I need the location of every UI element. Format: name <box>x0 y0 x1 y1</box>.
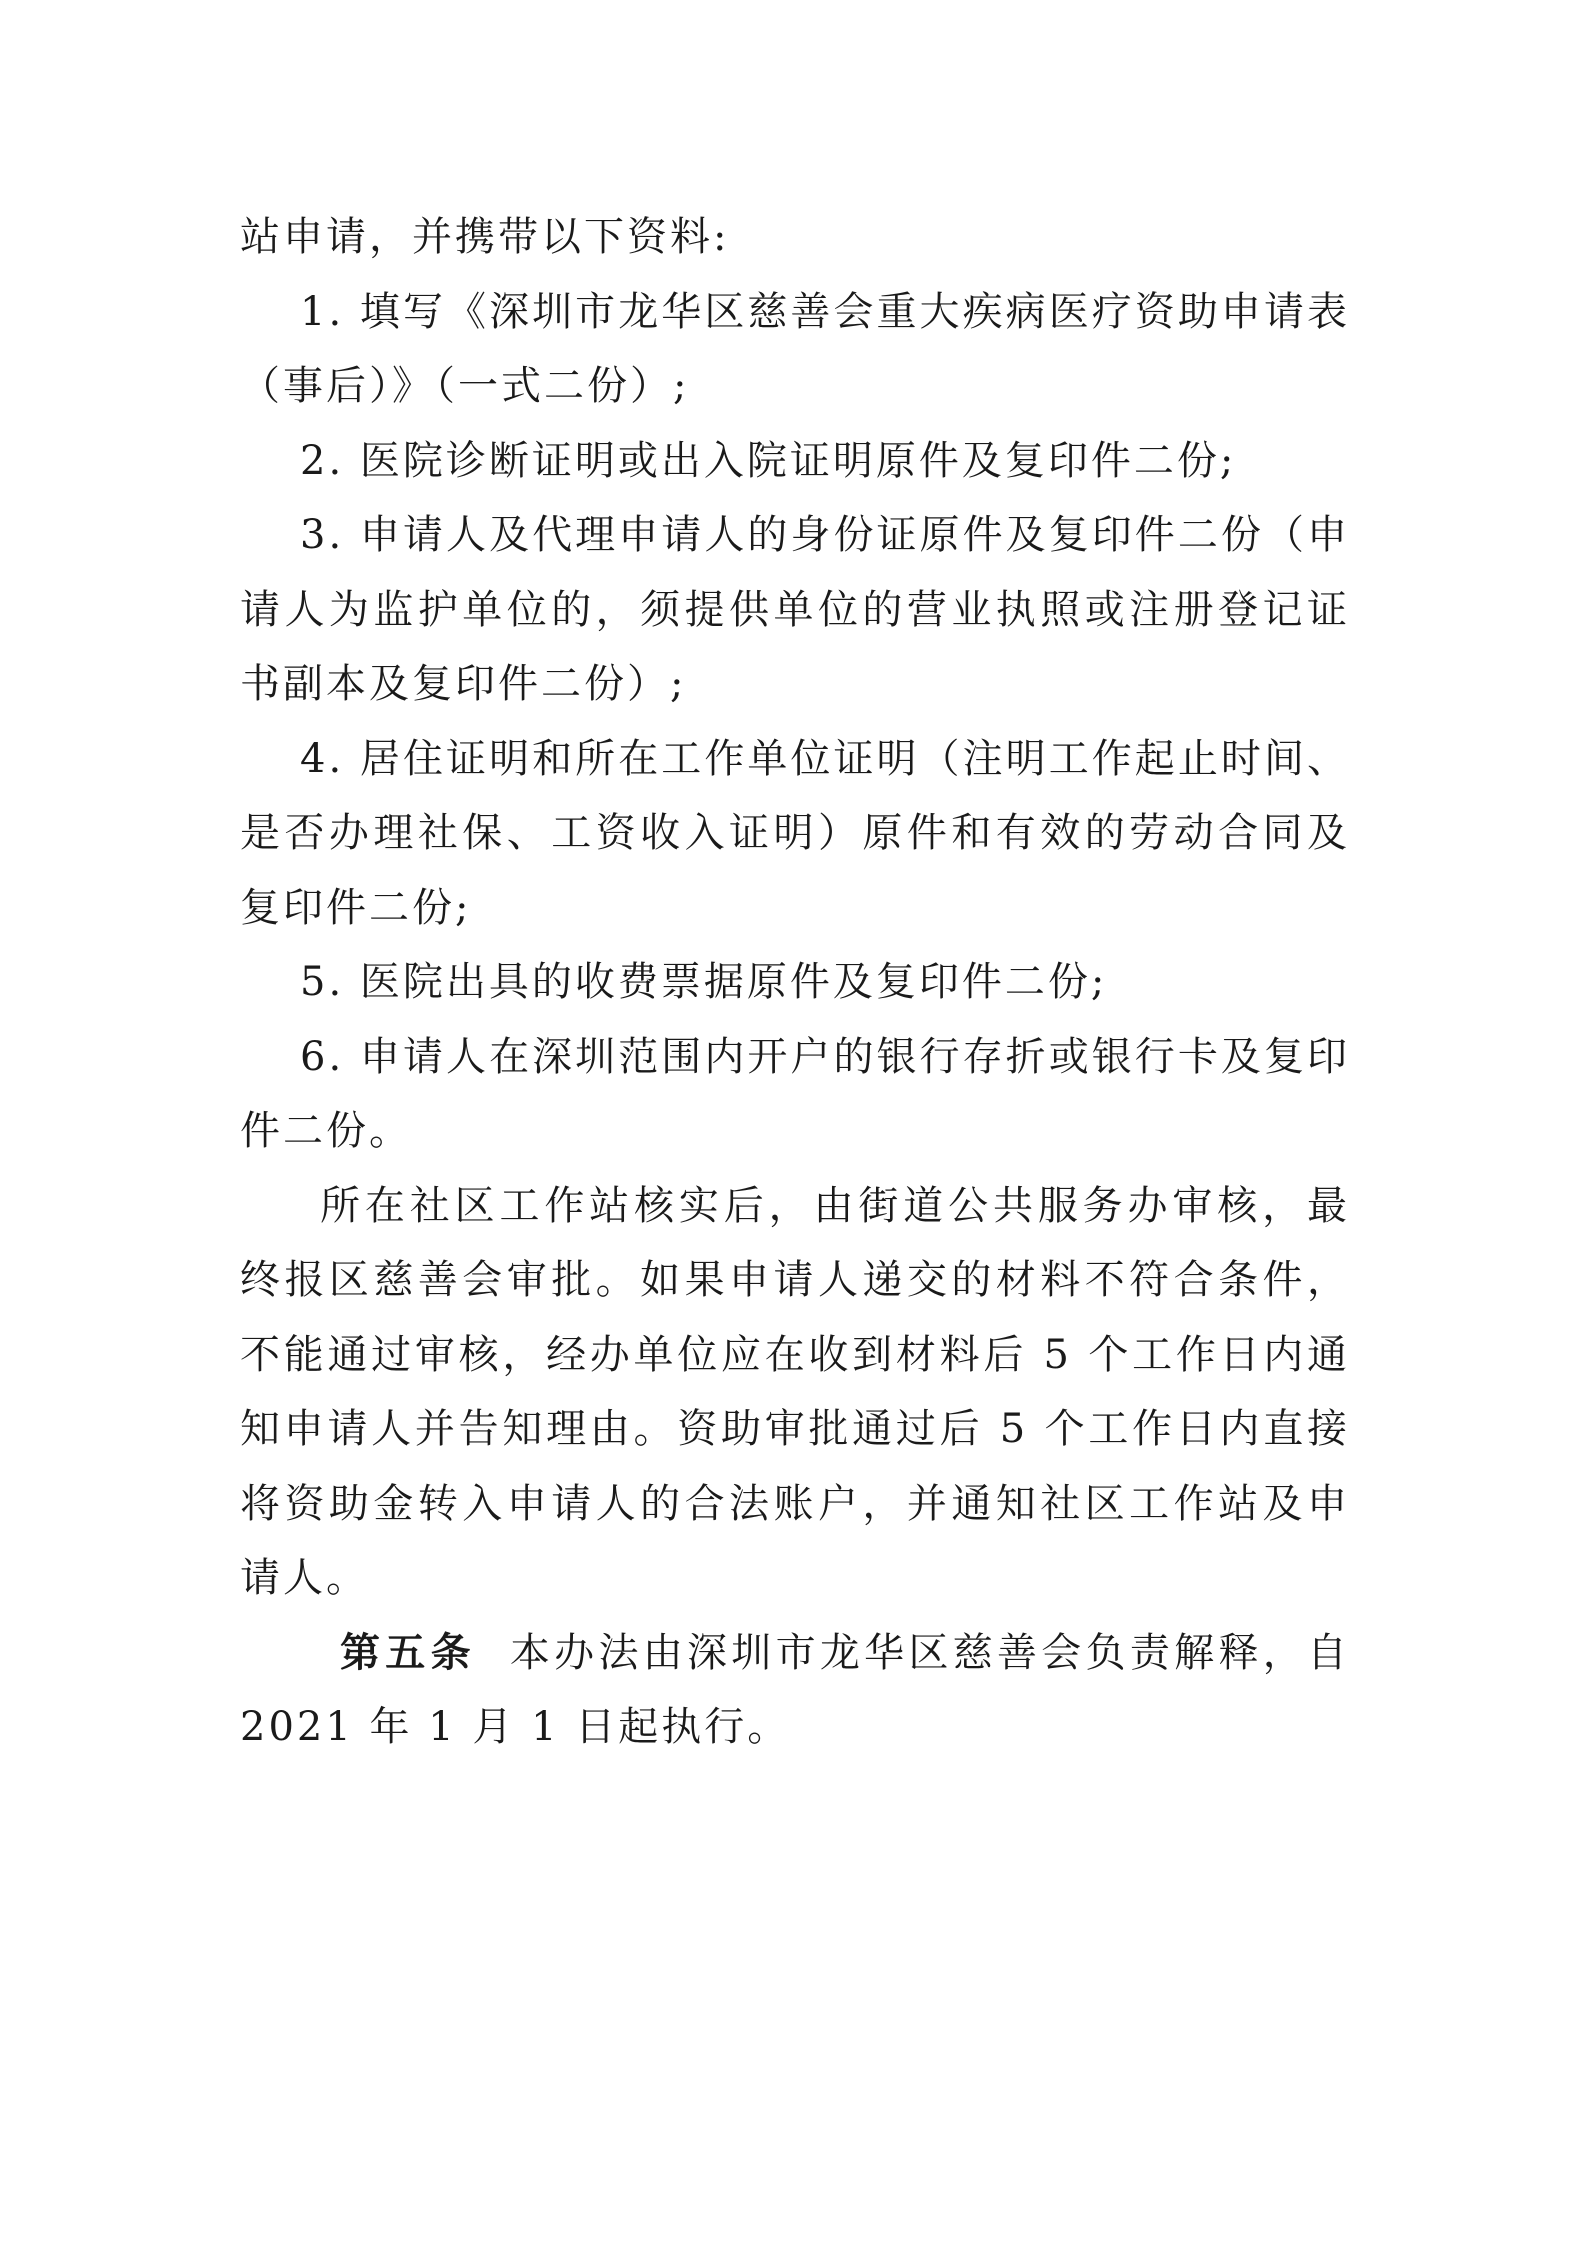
paragraph-intro: 站申请，并携带以下资料: <box>240 214 730 260</box>
document-body <box>240 200 1350 1765</box>
list-item-3: 3. 申请人及代理申请人的身份证原件及复印件二份（申请人为监护单位的，须提供单位的营业执照或注册登记证书副本及复印件二份）; <box>240 512 1350 707</box>
list-item-5: 5. 医院出具的收费票据原件及复印件二份; <box>300 959 1108 1005</box>
list-item-2: 2. 医院诊断证明或出入院证明原件及复印件二份; <box>300 437 1237 484</box>
list-item-1: 1. 填写《深圳市龙华区慈善会重大疾病医疗资助申请表（事后）》（一式二份）; <box>240 288 1350 409</box>
list-item-4: 4. 居住证明和所在工作单位证明（注明工作起止时间、是否办理社保、工资收入证明）原件和有效的劳动合同及复印件二份; <box>240 735 1350 931</box>
list-item-6: 6. 申请人在深圳范围内开户的银行存折或银行卡及复印件二份。 <box>240 1033 1350 1154</box>
article-five <box>240 1616 1350 1765</box>
paragraph-review-process: 所在社区工作站核实后，由街道公共服务办审核，最终报区慈善会审批。如果申请人递交的材料不符合条件，不能通过审核，经办单位应在收到材料后 5 个工作日内通知申请人并告知理由。资助审批通过后 5 个工作日内直接将资助金转入申请人的合法账户，并通知社区工作站及申请人。 <box>240 1182 1350 1601</box>
article-label: 第五条 <box>340 1628 476 1676</box>
article-text: 本办法由深圳市龙华区慈善会负责解释，自2021 年 1 月 1 日起执行。 <box>240 1629 1351 1750</box>
